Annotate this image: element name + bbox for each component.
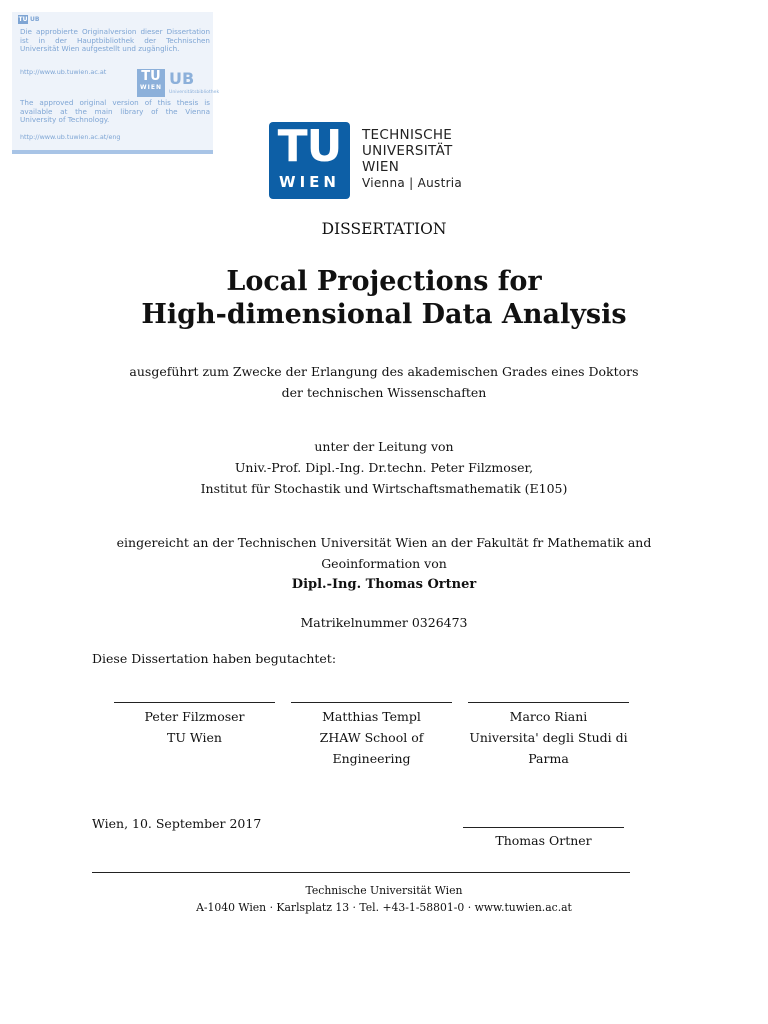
- stamp-ub-subtitle: Universitätsbibliothek: [169, 90, 220, 95]
- tu-wien-logo-mark: [269, 122, 350, 199]
- degree-purpose: [0, 361, 768, 403]
- referee-affiliation: Universita' degli Studi di: [469, 730, 628, 745]
- referee-3-signature-line: [468, 702, 629, 703]
- submission-block: [0, 532, 768, 595]
- document-type: DISSERTATION: [321, 220, 447, 238]
- supervisor-name: Univ.-Prof. Dipl.-Ing. Dr.techn. Peter Filzmoser,: [234, 460, 534, 475]
- submission-line-1: eingereicht an der Technischen Universität Wien an der Fakultät fr Mathematik and: [116, 535, 652, 550]
- author-name: Dipl.-Ing. Thomas Ortner: [291, 577, 477, 592]
- referee-name: Marco Riani: [509, 709, 588, 724]
- author-signature-line: [463, 827, 624, 828]
- stamp-english-link[interactable]: http://www.ub.tuwien.ac.at/eng: [20, 133, 121, 141]
- stamp-ub-logo: UB: [169, 69, 195, 88]
- logo-line-2: UNIVERSITÄT: [362, 143, 453, 159]
- stamp-tu-logo: [137, 69, 165, 97]
- tu-wien-logo-text: [362, 127, 462, 191]
- stamp-english-text: The approved original version of this thesis is available at the main library of the Vienna University of Technology.: [20, 98, 210, 125]
- logo-mark-tu: TU: [277, 121, 342, 172]
- supervision-intro: unter der Leitung von: [314, 439, 454, 454]
- logo-mark-wien: WIEN: [279, 173, 340, 191]
- thesis-title: [0, 265, 768, 331]
- referee-2-signature-line: [291, 702, 452, 703]
- referee-1-signature-line: [114, 702, 275, 703]
- stamp-mini-ub-logo: UB: [30, 16, 40, 23]
- stamp-logo-wien: WIEN: [140, 84, 162, 91]
- logo-line-4: Vienna | Austria: [362, 176, 463, 190]
- matriculation-number: Matrikelnummer 0326473: [300, 615, 468, 630]
- stamp-logo-tu: TU: [141, 69, 161, 84]
- supervisor-institute: Institut für Stochastik und Wirtschaftsmathematik (E105): [200, 481, 568, 496]
- submission-line-2: Geoinformation von: [321, 556, 447, 571]
- title-line-1: Local Projections for: [226, 266, 542, 297]
- title-line-2: High-dimensional Data Analysis: [141, 299, 627, 330]
- referee-name: Matthias Templ: [322, 709, 421, 724]
- referees-intro: Diese Dissertation haben begutachtet:: [92, 651, 337, 666]
- footer-line-1: Technische Universität Wien: [305, 884, 463, 897]
- footer-line-2: A-1040 Wien · Karlsplatz 13 · Tel. +43-1-58801-0 · www.tuwien.ac.at: [196, 901, 572, 914]
- logo-line-1: TECHNISCHE: [362, 127, 453, 143]
- stamp-mini-tu-logo: TU: [18, 16, 28, 23]
- author-signatory: Thomas Ortner: [495, 833, 592, 848]
- footer-address: [0, 882, 768, 916]
- place-and-date: Wien, 10. September 2017: [92, 816, 262, 831]
- referee-1: [114, 706, 275, 748]
- referee-affiliation-cont: Parma: [528, 751, 569, 766]
- library-stamp: [12, 12, 220, 154]
- purpose-line-1: ausgeführt zum Zwecke der Erlangung des akademischen Grades eines Doktors: [129, 364, 639, 379]
- stamp-german-text: Die approbierte Originalversion dieser Dissertation ist in der Hauptbibliothek der Technischen Universität Wien aufgestellt und zugänglich.: [20, 27, 210, 54]
- referee-2: [291, 706, 452, 769]
- referee-affiliation-cont: Engineering: [332, 751, 411, 766]
- supervision-block: [0, 436, 768, 499]
- purpose-line-2: der technischen Wissenschaften: [281, 385, 487, 400]
- logo-line-3: WIEN: [362, 159, 400, 175]
- stamp-german-link[interactable]: http://www.ub.tuwien.ac.at: [20, 68, 107, 76]
- stamp-bottom-bar: [12, 150, 213, 154]
- footer-divider: [92, 872, 630, 873]
- referee-affiliation: TU Wien: [167, 730, 222, 745]
- referee-affiliation: ZHAW School of: [319, 730, 424, 745]
- referee-name: Peter Filzmoser: [144, 709, 245, 724]
- referee-3: [463, 706, 634, 769]
